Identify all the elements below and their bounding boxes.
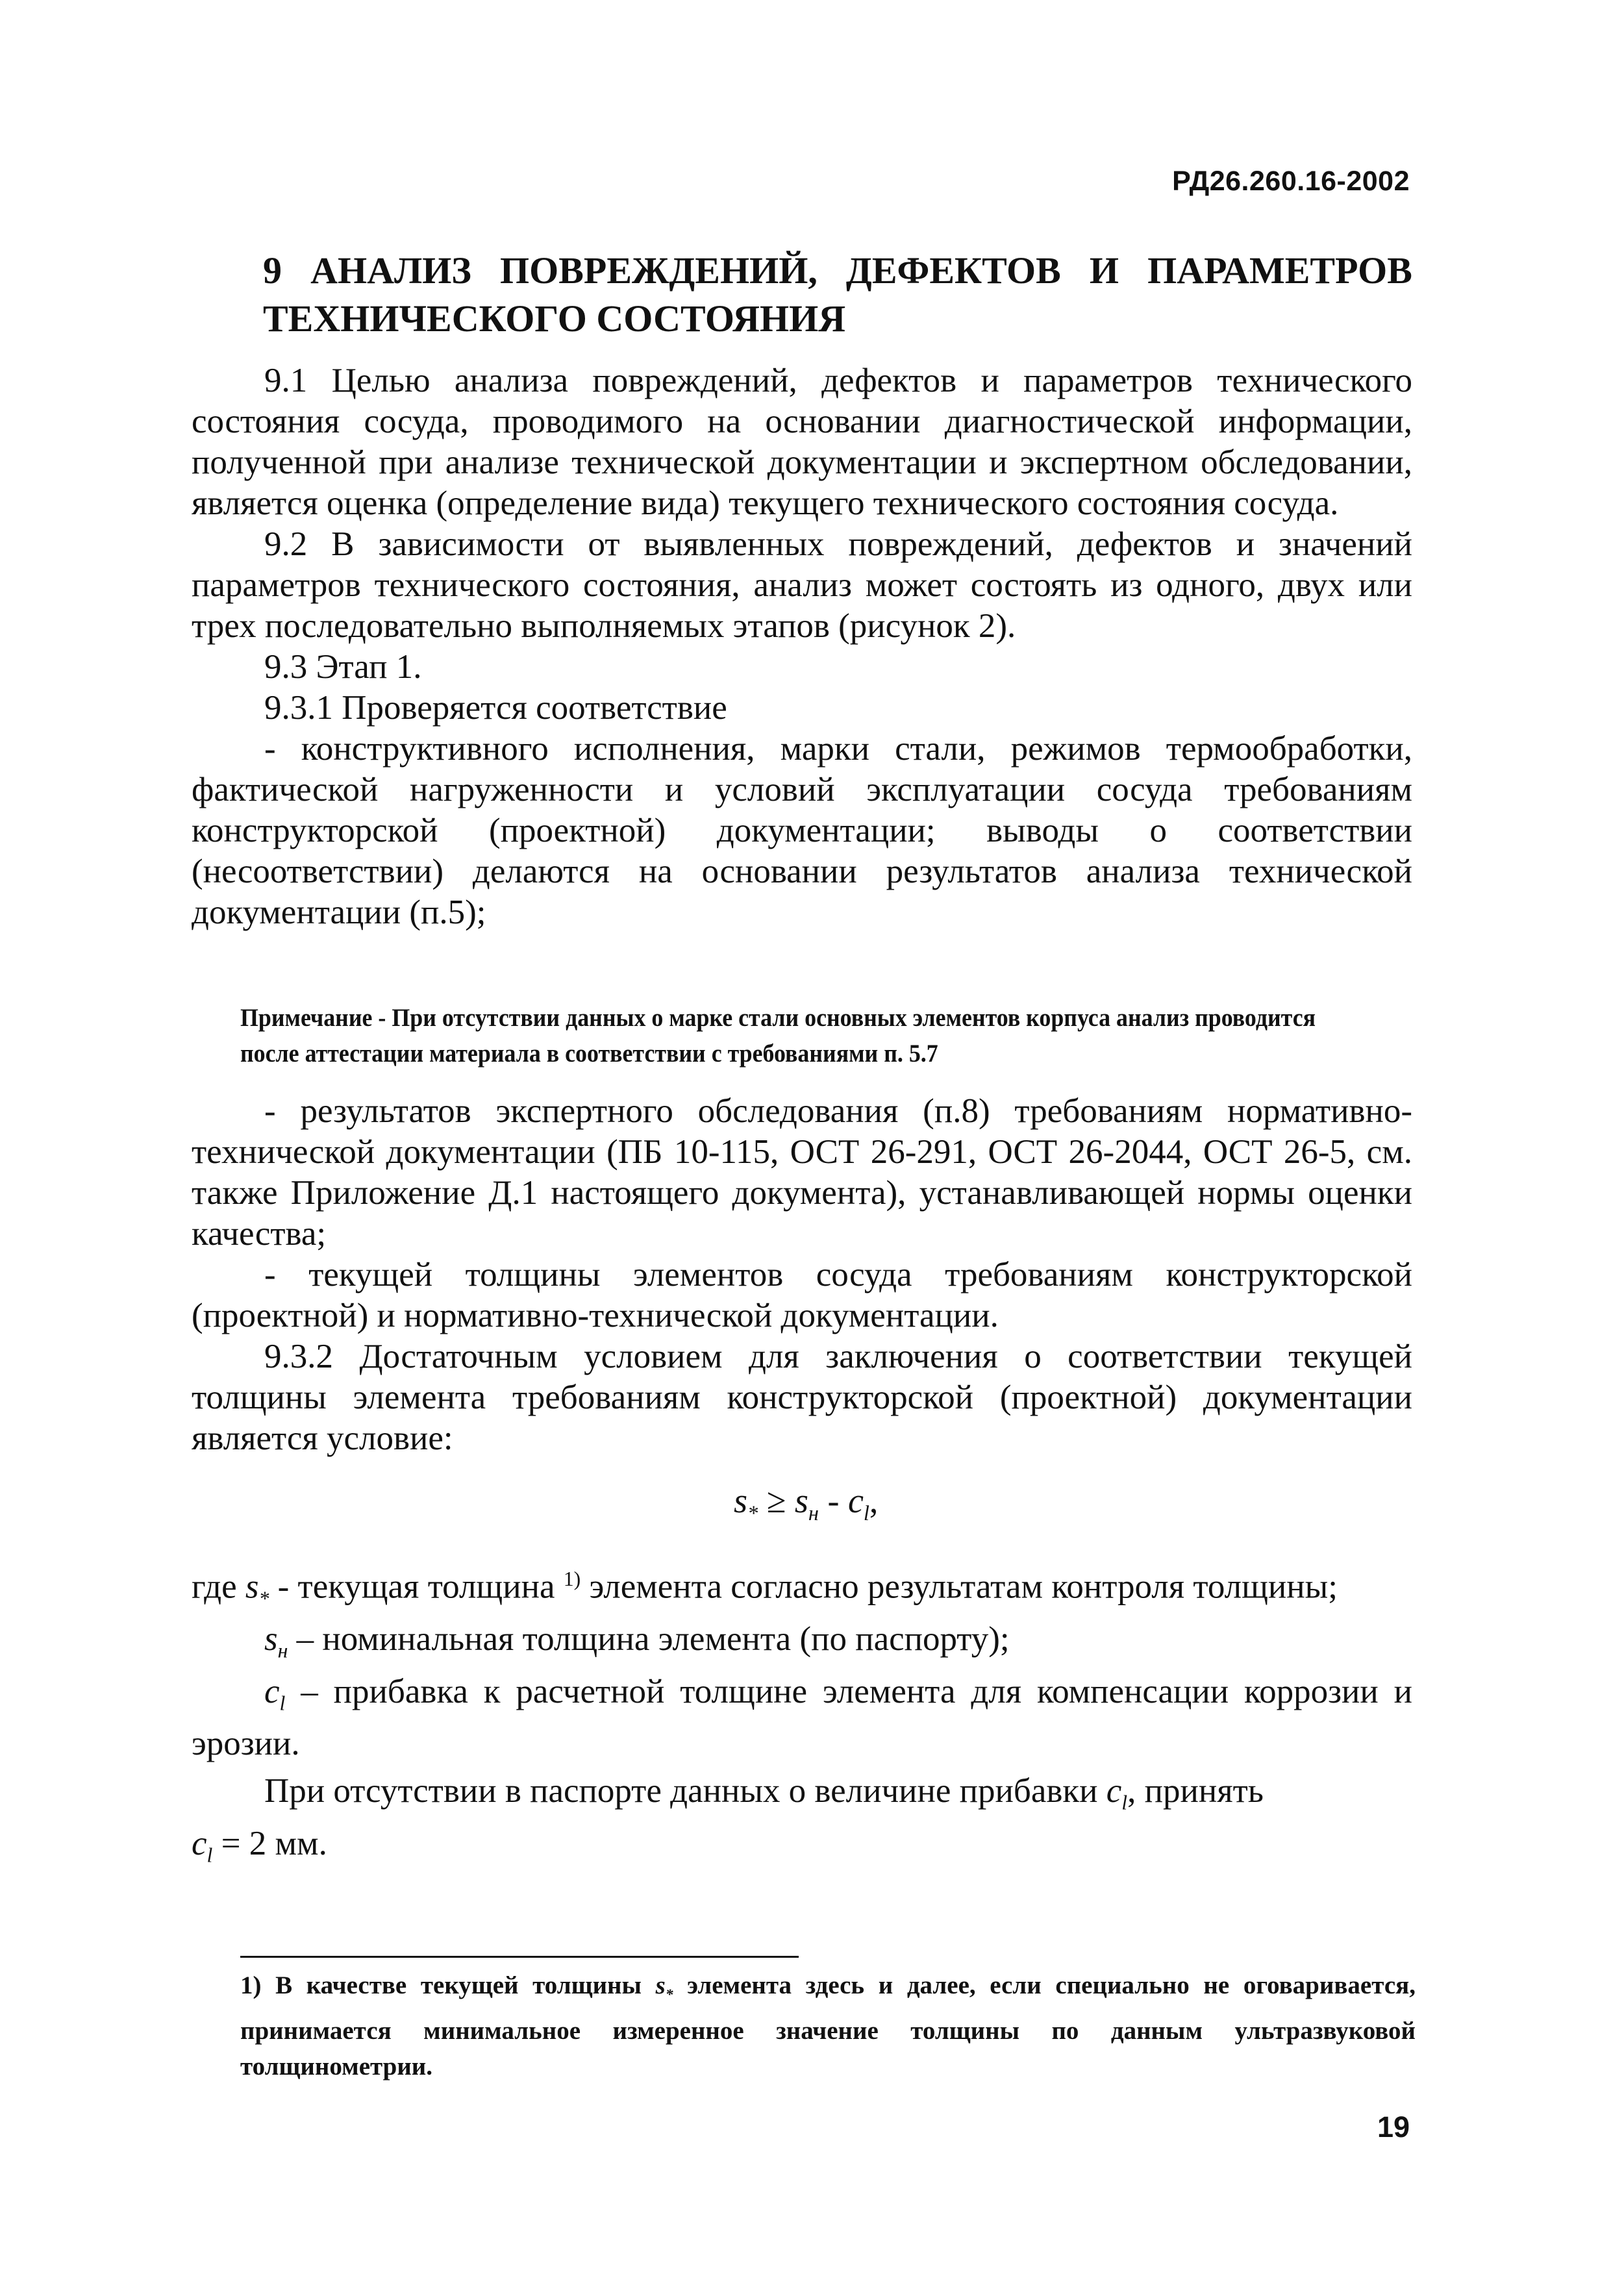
symbol-c-l-sub: l [279, 1692, 286, 1715]
definition-allowance [192, 1671, 1412, 1765]
symbol-c-l-3: c [192, 1825, 207, 1863]
formula-operator: ≥ [766, 1481, 786, 1520]
formula-rhs2-sub: l [863, 1501, 869, 1525]
footnote-text-2: элемента здесь и далее, если специально не оговаривается, принимается минимальное измеренное значение толщины по данным ультразвуковой толщинометрии. [240, 1971, 1416, 2081]
footnote-separator [240, 1956, 799, 1958]
absence-text-1: При отсутствии в паспорте данных о величине прибавки [264, 1772, 1106, 1810]
note-text: Примечание - При отсутствии данных о марке стали основных элементов корпуса анализ проводится после аттестации материала в соответствии с требованиями п. 5.7 [240, 1004, 1316, 1068]
formula-tail: , [869, 1481, 879, 1520]
formula-lhs-sub: * [747, 1501, 758, 1525]
formula-minus: - [827, 1481, 840, 1520]
list-item-thickness: - текущей толщины элементов сосуда требованиям конструкторской (проектной) и нормативно-технической документации. [192, 1256, 1412, 1334]
formula-rhs1-sub: н [808, 1501, 819, 1525]
symbol-s-n: s [264, 1620, 278, 1658]
where-prefix: где [192, 1568, 245, 1606]
symbol-c-l: c [264, 1672, 280, 1710]
definition-current-thickness [192, 1558, 1412, 1619]
body-block-3 [192, 1558, 1412, 1876]
paragraph-9-2: 9.2 В зависимости от выявленных повреждений, дефектов и значений параметров технического состояния, анализ может состоять из одного, двух или трех последовательно выполняемых этапов (рисунок 2). [192, 525, 1412, 645]
note-block [240, 1000, 1321, 1071]
footnote-text [240, 1968, 1416, 2084]
symbol-s-n-sub: н [277, 1639, 288, 1662]
formula-rhs1: s [794, 1481, 808, 1520]
footnote-symbol-sub: * [665, 1986, 673, 2003]
page-number: 19 [1377, 2110, 1410, 2143]
absence-value-text: = 2 мм. [212, 1825, 327, 1863]
body-block-1 [192, 360, 1412, 933]
symbol-c-l-2: c [1106, 1772, 1122, 1810]
body-block-2 [192, 1091, 1412, 1459]
section-heading: 9 АНАЛИЗ ПОВРЕЖДЕНИЙ, ДЕФЕКТОВ И ПАРАМЕТРОВ ТЕХНИЧЕСКОГО СОСТОЯНИЯ [263, 249, 1412, 340]
paragraph-9-3-2: 9.3.2 Достаточным условием для заключения о соответствии текущей толщины элемента требованиям конструкторской (проектной) документации является условие: [192, 1338, 1412, 1457]
nominal-text: – номинальная толщина элемента (по паспорту); [288, 1620, 1010, 1658]
footnote [240, 1968, 1416, 2084]
paragraph-9-1: 9.1 Целью анализа повреждений, дефектов и параметров технического состояния сосуда, проводимого на основании диагностической информации, полученной при анализе технической документации и экспертном обследовании, является оценка (определение вида) текущего технического состояния сосуда. [192, 362, 1412, 522]
where-text-2: элемента согласно результатам контроля толщины; [581, 1568, 1338, 1606]
document-code: РД26.260.16-2002 [1172, 166, 1410, 197]
footnote-ref: 1) [563, 1568, 581, 1590]
where-text-1: - текущая толщина [269, 1568, 564, 1606]
footnote-symbol: s [655, 1971, 666, 1999]
list-item-design: - конструктивного исполнения, марки стали, режимов термообработки, фактической нагруженности и условий эксплуатации сосуда требованиям конструкторской (проектной) документации; выводы о соответствии (несоответствии) делаются на основании результатов анализа технической документации (п.5); [192, 730, 1412, 931]
paragraph-9-3: 9.3 Этап 1. [264, 648, 422, 686]
symbol-c-l-3-sub: l [206, 1843, 213, 1867]
absence-text-2: , принять [1127, 1772, 1264, 1810]
symbol-c-l-2-sub: l [1121, 1792, 1128, 1815]
formula-rhs2: c [847, 1481, 864, 1520]
allowance-text: – прибавка к расчетной толщине элемента для компенсации коррозии и эрозии. [192, 1672, 1412, 1763]
symbol-s-star-sub: * [258, 1587, 269, 1610]
footnote-text-1: 1) В качестве текущей толщины [240, 1971, 656, 1999]
symbol-s-star: s [245, 1568, 259, 1606]
formula-lhs: s [734, 1481, 748, 1520]
definition-nominal-thickness [192, 1619, 1412, 1671]
absence-rule [192, 1771, 1412, 1823]
thickness-condition-formula [734, 1481, 878, 1526]
paragraph-9-3-1: 9.3.1 Проверяется соответствие [264, 689, 727, 727]
absence-value [192, 1823, 1412, 1876]
list-item-inspection: - результатов экспертного обследования (п.8) требованиям нормативно-технической документации (ПБ 10-115, ОСТ 26-291, ОСТ 26-2044, ОСТ 26-5, см. также Приложение Д.1 настоящего документа), устанавливающей нормы оценки качества; [192, 1092, 1412, 1253]
